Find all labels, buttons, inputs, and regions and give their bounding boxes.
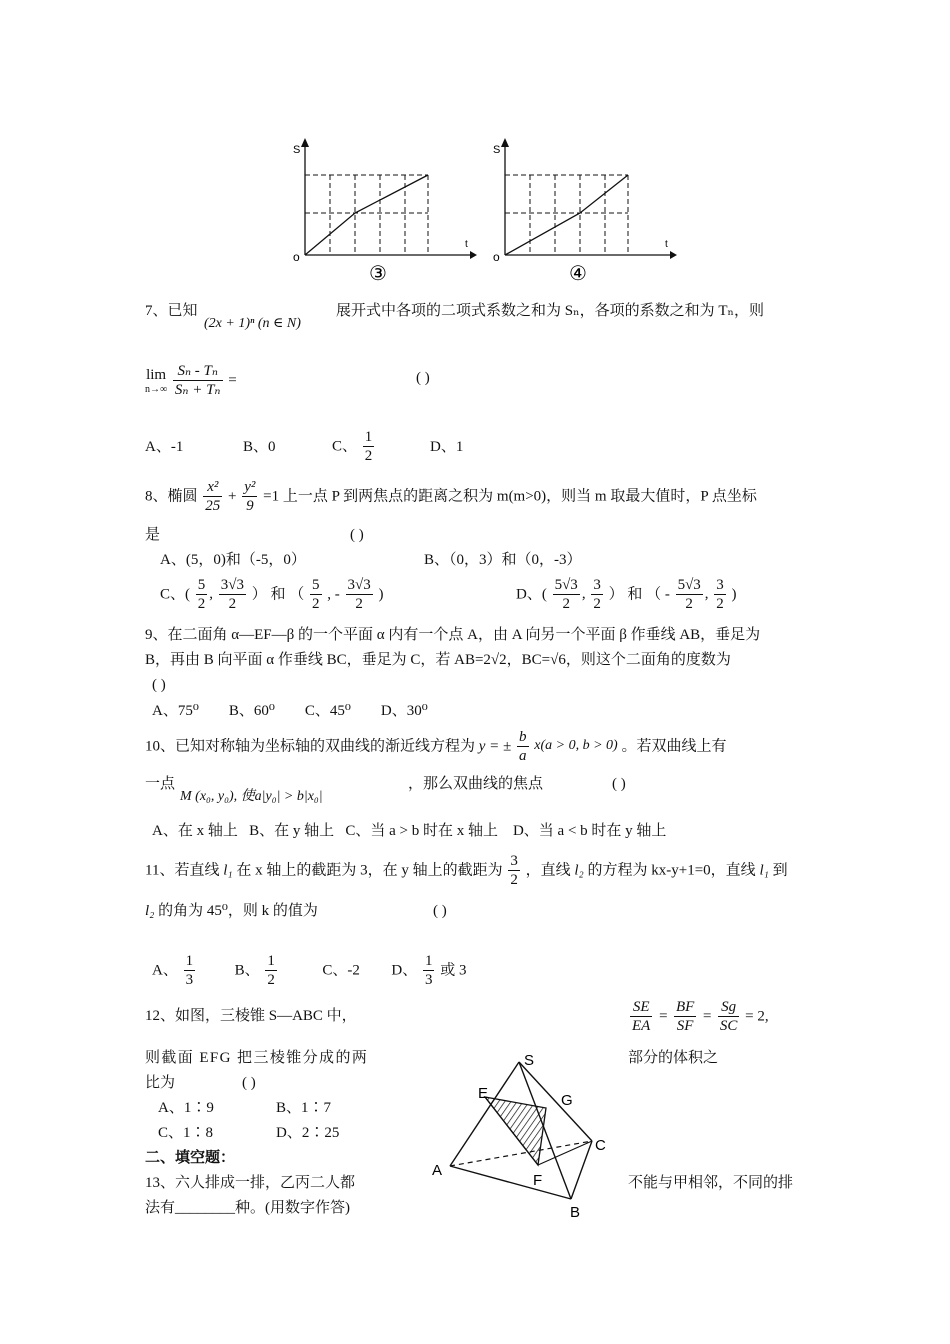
q8-optD: D、( $\frac{5√3}{2}$ , $\frac{3}{2}$ ） 和 （ - $\frac{5√3}{2}$ , $\frac{3}{2}$ ) [516, 577, 737, 612]
q13-line1: 13、六人排成一排，乙丙二人都 [145, 1175, 356, 1191]
graph-3-t-label: t [465, 239, 468, 250]
q9-line1: 9、在二面角 α—EF—β 的一个平面 α 内有一个点 A，由 A 向另一个平面 β 作垂线 AB，垂足为 [145, 627, 761, 643]
q12-optB: B、1∶7 [276, 1100, 332, 1116]
q7-lim: lim [146, 366, 167, 383]
label-a: A [432, 1162, 443, 1179]
q8-f1-num: x² [207, 479, 219, 495]
label-s: S [524, 1052, 535, 1069]
graph-3 [285, 135, 480, 285]
q7-expr: (2x + 1)ⁿ (n ∈ N) [204, 316, 301, 331]
q7-optD: D、1 [430, 439, 464, 455]
label-e: E [478, 1085, 489, 1102]
q7-lim-sub: n→∞ [145, 383, 168, 395]
q8-optC: C、( $\frac{5}{2}$ , $\frac{3√3}{2}$ ） 和 （ $\frac{5}{2}$ , - $\frac{3√3}{2}$ ) [160, 577, 384, 612]
q12-optD: D、2∶25 [276, 1125, 340, 1141]
q8-optB: B、（0，3）和（0，-3） [424, 552, 582, 568]
q7-line1 [145, 302, 198, 320]
q8-line2: 是 [145, 527, 161, 543]
q7-prefix: 7、已知 [145, 303, 198, 319]
q10-line2-expr: M (x₀, y₀), 使a|y₀| > b|x₀| [180, 789, 323, 804]
q8-rest: 上一点 P 到两焦点的距离之积为 m(m>0)，则当 m 取最大值时，P 点坐标 [282, 488, 757, 505]
q13-line1-right: 不能与甲相邻，不同的排 [628, 1175, 794, 1191]
q11-options: A、 $\frac{1}{3}$ B、 $\frac{1}{2}$ C、-2 D、 $\frac{1}{3}$ 或 3 [152, 953, 467, 988]
q9-options: A、75⁰ B、60⁰ C、45⁰ D、30⁰ [152, 703, 428, 719]
q12-optA: A、1∶9 [158, 1100, 214, 1116]
q11-line2: l₂ 的角为 45⁰，则 k 的值为 [145, 903, 318, 919]
q8-f2-den: 9 [242, 496, 257, 515]
graph-4-origin: o [493, 250, 500, 264]
q11-bracket: ( ) [433, 903, 447, 919]
q8-bracket: ( ) [350, 527, 364, 543]
graph-3-origin: o [293, 250, 300, 264]
q10-line1: 10、已知对称轴为坐标轴的双曲线的渐近线方程为 y = ± $\frac{b}{a}$ x(a > 0, b > 0) 。若双曲线上有 [145, 729, 727, 764]
q12-bracket: ( ) [242, 1075, 256, 1091]
q10-bracket: ( ) [612, 776, 626, 792]
pyramid-figure [428, 1045, 618, 1220]
q8-line1: 8、椭圆 $\frac{\text{x²}}{25}$ + $\frac{\text{y²}}{9}$ =1 上一点 P 到两焦点的距离之积为 m(m>0)，则当 m 取最大值时，P 点坐标 [145, 479, 757, 514]
q7-eq: = [228, 372, 237, 389]
q12-line2-right: 部分的体积之 [628, 1050, 719, 1066]
q7-fraction [173, 362, 223, 399]
label-c: C [595, 1137, 606, 1154]
q7-optA: A、-1 [145, 439, 184, 455]
q7-rest: 展开式中各项的二项式系数之和为 Sₙ，各项的系数之和为 Tₙ，则 [336, 303, 764, 319]
q11-line1: 11、若直线 l₁ 在 x 轴上的截距为 3，在 y 轴上的截距为 $\frac{3}{2}$ ，直线 l₂ 的方程为 kx-y+1=0，直线 l₁ 到 [145, 853, 788, 888]
q12-line2: 则截面 EFG 把三棱锥分成的两 [145, 1050, 369, 1066]
label-b: B [570, 1204, 581, 1220]
section2-title: 二、填空题： [145, 1150, 236, 1166]
graph-4-t-label: t [665, 239, 668, 250]
q8-prefix: 8、椭圆 [145, 488, 198, 505]
q12-optC: C、1∶8 [158, 1125, 214, 1141]
graph-4 [485, 135, 680, 285]
q7-optB: B、0 [243, 439, 276, 455]
q10-line2-end: ，那么双曲线的焦点 [408, 776, 544, 792]
q7-den: Sₙ + Tₙ [174, 382, 221, 398]
q7-optC-den: 2 [364, 448, 373, 464]
q10-line2-pre: 一点 [145, 776, 176, 792]
q12-line1: 12、如图，三棱锥 S—ABC 中， [145, 1008, 357, 1024]
q9-line3: ( ) [152, 677, 166, 693]
q8-optA: A、(5，0)和（-5，0） [160, 552, 306, 568]
q9-line2: B，再由 B 向平面 α 作垂线 BC，垂足为 C，若 AB=2√2，BC=√6，则这个二面角的度数为 [145, 652, 731, 668]
q12-line3: 比为 [145, 1075, 176, 1091]
q7-limit [145, 362, 237, 399]
q8-f2-num: y² [244, 479, 256, 495]
q7-bracket: ( ) [416, 370, 430, 386]
q13-line2: 法有________种。(用数字作答) [145, 1200, 350, 1216]
q7-optC: C、 $\frac{1}{2}$ [332, 429, 373, 464]
graph-3-number: ③ [369, 263, 387, 285]
q10-options: A、在 x 轴上 B、在 y 轴上 C、当 a > b 时在 x 轴上 D、当 a < b 时在 y 轴上 [152, 823, 667, 839]
q7-num: Sₙ - Tₙ [177, 363, 218, 379]
q8-f1-den: 25 [205, 498, 221, 514]
label-f: F [533, 1172, 543, 1189]
label-g: G [561, 1092, 573, 1109]
q7-optC-num: 1 [364, 429, 373, 445]
graph-4-number: ④ [569, 263, 587, 285]
graph-4-s-label: S [493, 144, 501, 156]
q12-ratios: $\frac{SE}{EA}$ = $\frac{BF}{SF}$ = $\frac{Sg}{SC}$ = 2, [632, 999, 769, 1034]
graph-3-s-label: S [293, 144, 301, 156]
